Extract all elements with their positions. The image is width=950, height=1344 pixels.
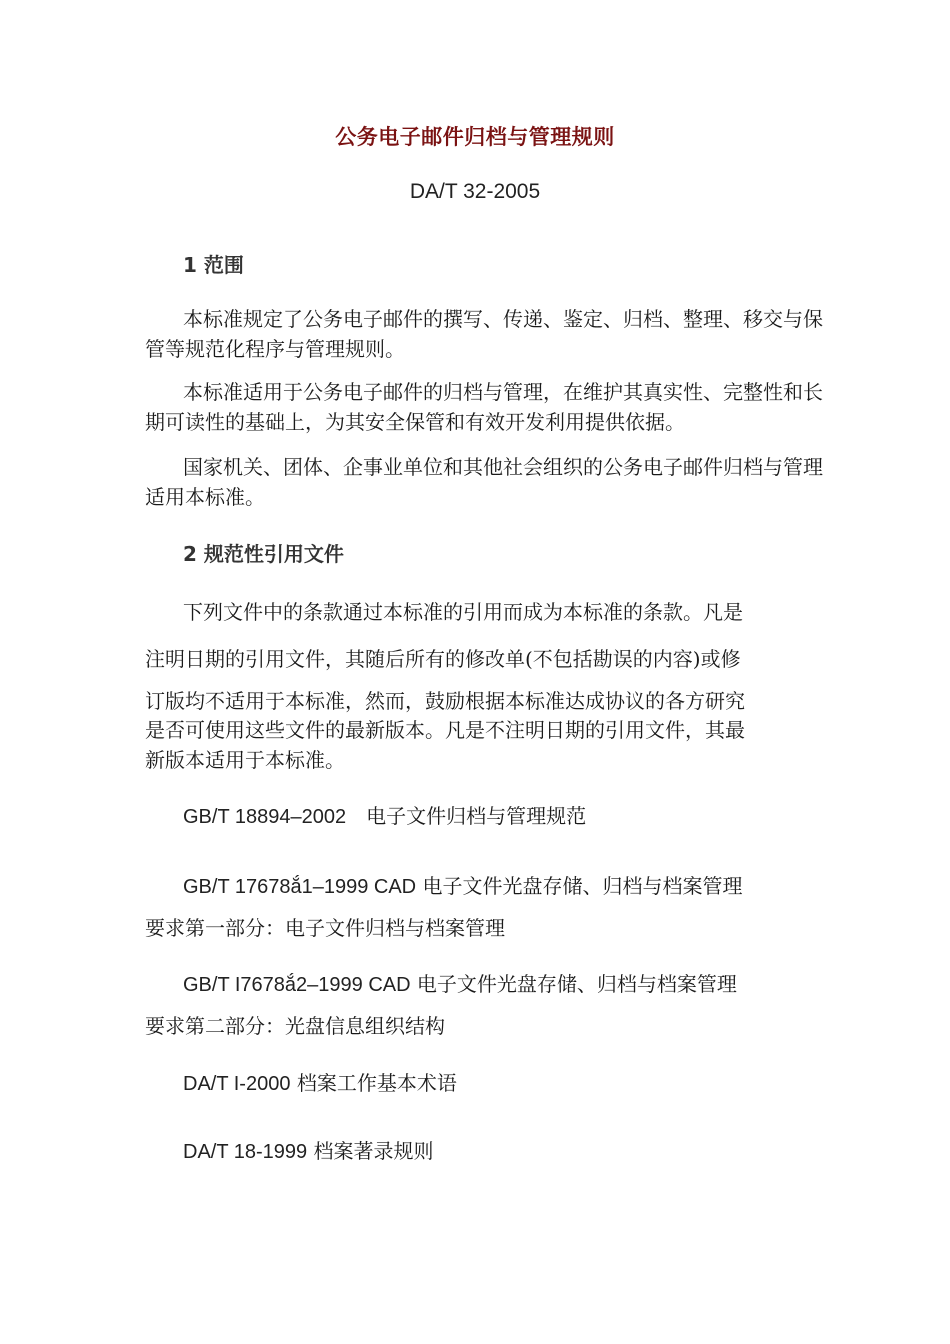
document-title: 公务电子邮件归档与管理规则 <box>335 125 615 149</box>
reference-name: 电子文件归档与管理规范 <box>346 804 587 828</box>
reference-code: GB/T I7678ắ2–1999 CAD <box>183 974 411 996</box>
reference-item <box>183 870 742 899</box>
section-1-paragraph-2: 本标准适用于公务电子邮件的归档与管理，在维护其真实性、完整性和长期可读性的基础上，为其安全保管和有效开发利用提供依据。 <box>145 380 823 434</box>
reference-item <box>183 1135 434 1164</box>
section-2-heading: 2 规范性引用文件 <box>183 542 344 566</box>
reference-code: DA/T 18-1999 <box>183 1141 308 1163</box>
reference-continuation: 要求第一部分：电子文件归档与档案管理 <box>145 916 505 940</box>
reference-code: DA/T I-2000 <box>183 1073 291 1095</box>
reference-name: 电子文件光盘存储、归档与档案管理 <box>410 972 737 996</box>
reference-name: 档案工作基本术语 <box>290 1071 457 1095</box>
section-2-intro-line-5: 新版本适用于本标准。 <box>145 748 345 772</box>
standard-code: DA/T 32-2005 <box>409 180 541 203</box>
section-2-intro-line-1: 下列文件中的条款通过本标准的引用而成为本标准的条款。凡是 <box>183 600 743 624</box>
section-1-paragraph-1: 本标准规定了公务电子邮件的撰写、传递、鉴定、归档、整理、移交与保管等规范化程序与管理规则。 <box>145 307 823 361</box>
section-2-intro-line-2: 注明日期的引用文件，其随后所有的修改单(不包括勘误的内容)或修 <box>145 647 741 671</box>
reference-item <box>183 1067 457 1096</box>
reference-item <box>183 968 737 997</box>
reference-item <box>183 800 586 829</box>
reference-code: GB/T 17678ắ1–1999 CAD <box>183 876 417 898</box>
reference-code: GB/T 18894–2002 <box>183 806 347 828</box>
section-2-intro-line-4: 是否可使用这些文件的最新版本。凡是不注明日期的引用文件，其最 <box>145 718 745 742</box>
section-2-intro-line-3: 订版均不适用于本标准，然而，鼓励根据本标准达成协议的各方研究 <box>145 689 745 713</box>
reference-name: 档案著录规则 <box>307 1139 434 1163</box>
section-1-paragraph-3: 国家机关、团体、企事业单位和其他社会组织的公务电子邮件归档与管理适用本标准。 <box>145 455 823 509</box>
section-1-heading: 1 范围 <box>183 253 244 277</box>
reference-name: 电子文件光盘存储、归档与档案管理 <box>416 874 743 898</box>
reference-continuation: 要求第二部分：光盘信息组织结构 <box>145 1014 445 1038</box>
